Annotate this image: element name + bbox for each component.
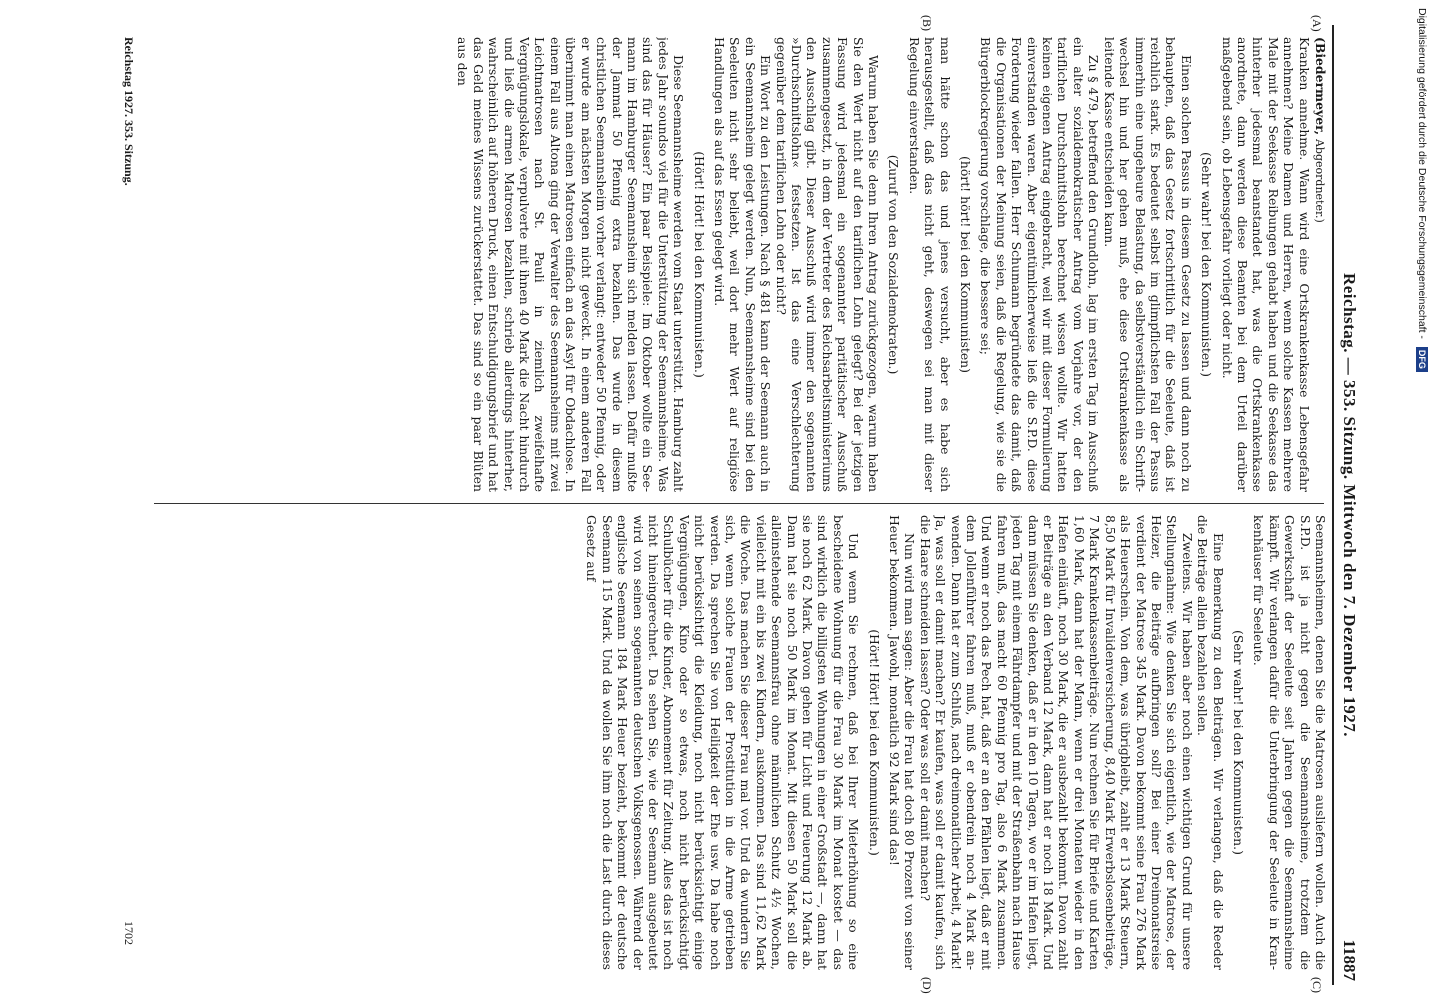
page-header xyxy=(1332,25,1364,985)
paragraph: Nun wird man sagen: Aber die Frau hat doch 80 Prozent von seiner Heuer bekommen. Jawohl, monatlich 92 Mark sind das! xyxy=(887,515,918,970)
speaker-name: (Biedermeyer, xyxy=(1313,37,1328,136)
margin-mark-a: (A) xyxy=(1310,15,1324,32)
paragraph: Zu § 479, betreffend den Grundlohn, lag im ersten Tag im Ausschuß ein alter sozialdemokratischer Antrag vom Vorjahre vor, der den tariflichen Durchschnittslohn berechnet wissen wollte. Wir hatten keinen eigenen Antrag eingebracht, weil wir mit dieser Formulierung einverstanden waren. Aber eigentümlicherweise ließ die S.P.D. diese Forderung wieder fallen. Herr Schumann begründete das damit, daß die Organisationen der Meinung seien, daß die Regelung, wie sie die Bürgerblockregierung vorschlage, die bessere sei; xyxy=(978,37,1102,492)
margin-mark-d: (D) xyxy=(920,977,934,994)
margin-mark-b: (B) xyxy=(920,15,934,31)
digitization-credit xyxy=(1416,8,1428,372)
footer-session: Reichstag 1927. 353. Sitzung. xyxy=(122,37,136,186)
interjection: (Sehr wahr! bei den Kommunisten.) xyxy=(1230,630,1246,855)
interjection: (hört! hört! bei den Kommunisten) xyxy=(958,156,974,373)
column-divider xyxy=(154,503,1324,504)
paragraph: Einen solchen Passus in diesem Gesetz zu lassen und dann noch zu behaupten, daß das Gesetz fortschrittlich für die Seeleute, daß ist reichlich stark. Es bedeutet selbst im glimpflichsten Fall der Passus immerhin eine ungeheure Belastung, da selbstverständlich ein Schriftwechsel hin und her gehen muß, ehe diese Ortskrankenkasse als leitende Kasse entscheiden kann. xyxy=(1101,37,1194,492)
right-text-column xyxy=(148,515,1328,970)
interjection: (Sehr wahr! bei den Kommunisten.) xyxy=(1199,152,1215,377)
paragraph: man hätte schon das und jenes versucht, aber es habe sich herausgestellt, daß das nicht geht, deswegen sei man mit dieser Regelung einverstanden. xyxy=(906,37,953,492)
credit-text: Digitalisierung gefördert durch die Deutsche Forschungsgemeinschaft - xyxy=(1416,8,1428,339)
speaker-line xyxy=(1312,37,1328,492)
interjection: (Hört! Hört! bei den Kommunisten.) xyxy=(866,629,882,856)
page-number: 11887 xyxy=(1340,939,1359,981)
paragraph: Eine Bemerkung zu den Beiträgen. Wir verlangen, daß die Reeder die Beiträge allein bezahlen sollen. xyxy=(1195,515,1226,970)
paragraph: Diese Seemannsheime werden vom Staat unterstützt. Hamburg zahlt jedes Jahr soundso viel für die Unterstützung der Seemannsheime. Was sind das für Häuser? Ein paar Beispiele: Im Oktober wollte ein Seemann im Hamburger Seemannsheim sich melden lassen. Dafür mußte der Jammat 50 Pfennig extra bezahlen. Das wurde in diesem christlichen Seemannsheim vorher verlangt: entweder 50 Pfennig, oder er wurde am nächsten Morgen nicht geweckt. In einem anderen Fall übernimmt man einen Matrosen einfach an das Asyl für Obdachlose. In einem Fall aus Altona ging der Verwalter des Seemannsheims mit zwei Leichtmatrosen nach St. Pauli in ziemlich zweifelhafte Vergnügungslokale, verpulverte mit ihnen 40 Mark die Nacht hindurch und ließ die armen Matrosen bezahlen, schrieb allerdings hinterher, wahrscheinlich auf höheren Druck, einen Entschuldigungsbrief und hat das Geld meines Wissens zurückerstattet. Das sind so ein paar Blüten aus den xyxy=(455,37,687,492)
footer-folio: 1702 xyxy=(122,921,136,945)
header-title: Reichstag. — 353. Sitzung. Mittwoch den 7. Dezember 1927. xyxy=(1340,272,1359,737)
paragraph: Und wenn Sie rechnen, daß bei Ihrer Mieterhöhung so eine bescheidene Wohnung für die Frau 30 Mark im Monat kostet — das sind wirklich die billigsten Wohnungen in einer Großstadt —, dann hat sie noch 62 Mark. Davon gehen für Licht und Feuerung 12 Mark ab. Dann hat sie noch 50 Mark im Monat. Mit diesen 50 Mark soll die alleinstehende Seemannsfrau ohne männlichen Schutz 4½ Wochen, vielleicht mit ein bis zwei Kindern, auskommen. Das sind 11,62 Mark die Woche. Das machen Sie dieser Frau mal vor. Und da wundern Sie sich, wenn solche Frauen der Prostitution in die Arme getrieben werden. Da sprechen Sie von Heiligkeit der Ehe usw. Da habe noch nicht berücksichtigt die Kleidung, noch nicht berücksichtigt einige Vergnügungen, Kino oder so etwas, noch nicht berücksichtigt Schulbücher für die Kinder, Abonnement für Zeitung. Alles das ist noch nicht hineingerechnet. Da sehen Sie, wie der Seemann ausgebeutet wird von seinen sogenannten deutschen Volksgenossen. Während der englische Seemann 184 Mark Heuer bezieht, bekommt der deutsche Seemann 115 Mark. Und da wollen Sie ihm noch die Last durch dieses Gesetz auf xyxy=(584,515,862,970)
speaker-role: Abgeordneter.) xyxy=(1313,138,1326,223)
interjection: (Hört! Hört! bei den Kommunisten.) xyxy=(691,151,707,378)
rotated-print-page xyxy=(94,15,1364,994)
dfg-logo-icon: DFG xyxy=(1416,347,1428,372)
left-text-column xyxy=(148,37,1328,492)
paragraph: Ein Wort zu den Leistungen. Nach § 481 kann der Seemann auch in ein Seemannsheim gelegt werden. Nun, Seemannsheime sind bei den Seeleuten nicht sehr beliebt, weil dort mehr Wert auf religiöse Handlungen als auf das Essen gelegt wird. xyxy=(711,37,774,492)
interjection: (Zuruf von den Sozialdemokraten.) xyxy=(886,154,902,375)
paragraph: Zweitens. Wir haben aber noch einen wichtigen Grund für unsere Stellungnahme: Wie denken Sie sich eigentlich, wie der Matrose, der Heizer, die Beiträge aufbringen soll? Bei einer Dreimonatsreise verdient der Matrose 345 Mark. Davon bekommt seine Frau 276 Mark als Heuerschein. Von dem, was übrigbleibt, zahlt er 13 Mark Steuern, 8,50 Mark für Invalidenversicherung, 8,40 Mark Erwerbslosenbeiträge, 7 Mark Krankenkassenbeiträge. Nun rechnen Sie für Briefe und Karten 1,60 Mark, dann hat der Mann, wenn er drei Monaten wieder in den Hafen einläuft, noch 30 Mark, die er ausbezahlt bekommt. Davon zahlt er Beiträge an den Verband 12 Mark, dann hat er noch 18 Mark. Und dann müssen Sie denken, daß er in den 10 Tagen, wo er im Hafen liegt, jeden Tag mit einem Fährdampfer und mit der Straßenbahn nach Hause fahren muß, das macht 60 Pfennig pro Tag, also 6 Mark zusammen. Und wenn er noch das Pech hat, daß er an den Pfählen liegt, daß er mit dem Jollenführer fahren muß, muß er obendrein noch 4 Mark anwenden. Dann hat er zum Schluß, nach dreimonatlicher Arbeit, 4 Mark! Ja, was soll er damit machen? Er kaufen, was soll er damit kaufen, sich die Haare schneiden lassen? Oder was soll er damit machen? xyxy=(917,515,1195,970)
paragraph: Kranken annehme. Wann wird eine Ortskrankenkasse Lebensgefahr annehmen? Meine Damen und Herren, wenn solche Kassen mehrere Male mit der Seekasse Reibungen gehabt haben und die Seekasse das hinterher jedesmal beanstandet hat, was die Ortskrankenkasse anordnete, dann werden diese Beamten bei dem Urteil darüber maßgebend sein, ob Lebensgefahr vorliegt oder nicht. xyxy=(1219,37,1312,492)
paragraph: Warum haben Sie denn Ihren Antrag zurückgezogen, warum haben Sie den Wert nicht auf den tariflichen Lohn gelegt? Bei der jetzigen Fassung wird jedesmal ein sogenannter paritätischer Ausschuß zusammengesetzt, in dem der Vertreter des Reichsarbeitsministeriums den Ausschlag gibt. Dieser Ausschuß wird immer den sogenannten »Durchschnittslohn« festsetzen. Ist das eine Verschlechterung gegenüber dem tariflichen Lohn oder nicht? xyxy=(773,37,882,492)
paragraph: Seemannsheimen, denen Sie die Matrosen ausliefern wollen. Auch die S.P.D. ist ja nicht gegen die Seemannsheime, trotzdem die Gewerkschaft der Seeleute seit Jahren gegen die Seemannsheime kämpft. Wir verlangen dafür die Unterbringung der Seeleute in Krankenhäuser für Seeleute. xyxy=(1251,515,1328,970)
margin-mark-c: (C) xyxy=(1310,977,1324,993)
